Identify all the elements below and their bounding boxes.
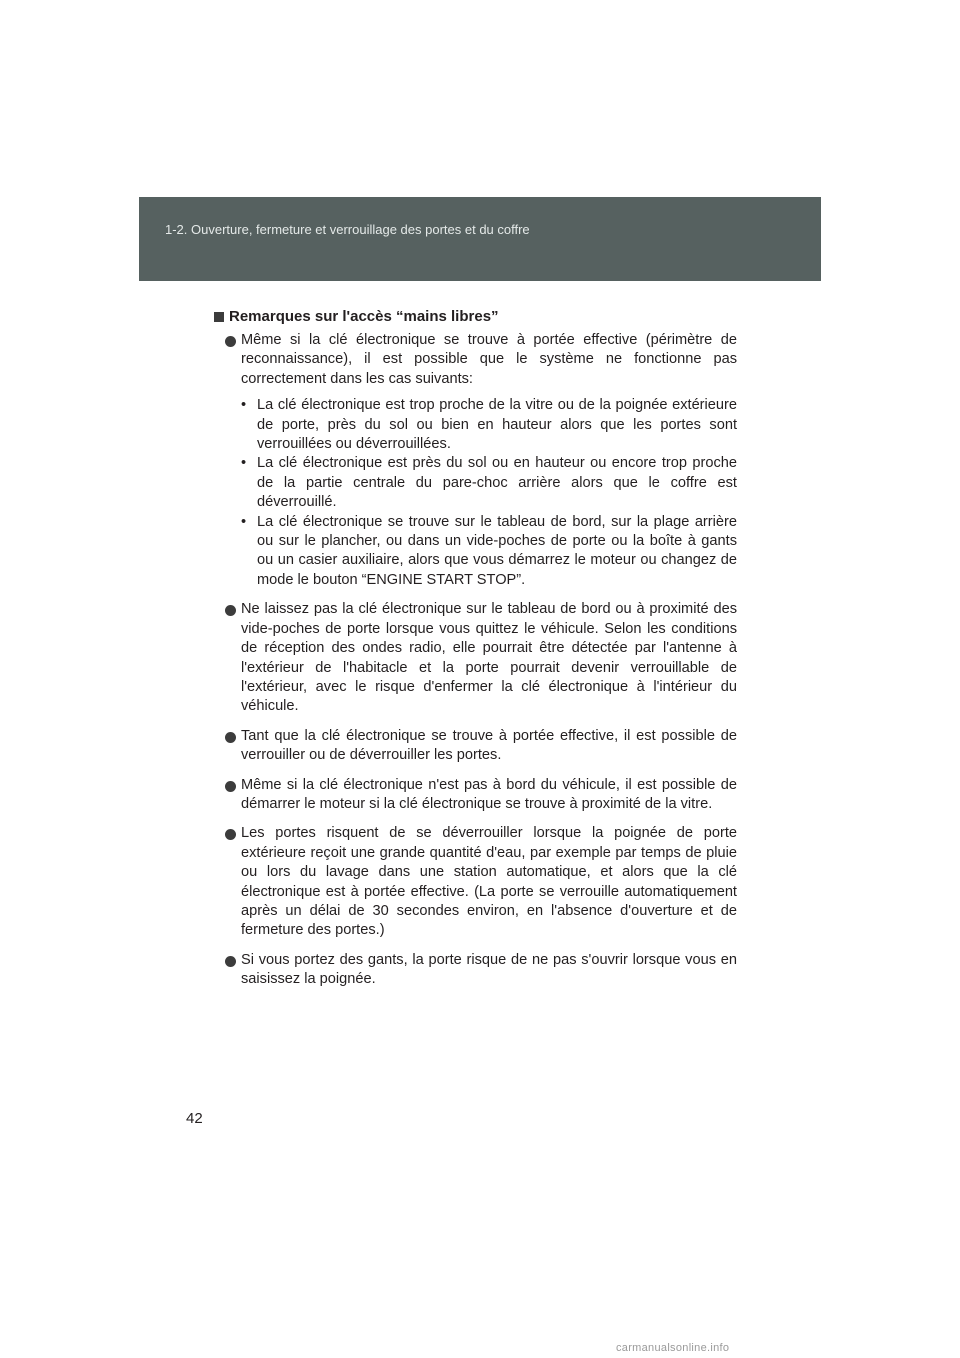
square-bullet-icon — [214, 312, 224, 322]
sub-list-item-text: La clé électronique est près du sol ou en hauteur ou encore trop proche de la partie centrale du pare-choc arrière alors que le coffre est déverrouillé. — [257, 455, 737, 511]
list-item-text: Si vous portez des gants, la porte risque de ne pas s'ouvrir lorsque vous en saisissez la poignée. — [241, 951, 737, 988]
list-item — [214, 776, 737, 815]
list-item — [214, 951, 737, 990]
sub-list-item — [241, 513, 737, 591]
section-heading — [214, 306, 737, 328]
page-number: 42 — [186, 1110, 203, 1127]
chapter-title: 1-2. Ouverture, fermeture et verrouillage des portes et du coffre — [165, 222, 530, 237]
circle-bullet-icon — [225, 732, 236, 743]
content — [214, 306, 737, 1000]
sub-list-item-text: La clé électronique se trouve sur le tableau de bord, sur la plage arrière ou sur le plancher, ou dans un vide-poches de porte ou la boîte à gants ou un casier auxiliaire, alors que vous démarrez le moteur ou changez de mode le bouton “ENGINE START STOP”. — [257, 513, 737, 588]
sub-list-item-text: La clé électronique est trop proche de la vitre ou de la poignée extérieure de porte, près du sol ou bien en hauteur alors que les portes sont verrouillées ou déverrouillées. — [257, 397, 737, 453]
list-item-text: Même si la clé électronique n'est pas à bord du véhicule, il est possible de démarrer le moteur si la clé électronique se trouve à proximité de la vitre. — [241, 776, 737, 812]
dot-bullet-icon: • — [241, 397, 247, 414]
list-item-text: Les portes risquent de se déverrouiller lorsque la poignée de porte extérieure reçoit une grande quantité d'eau, par exemple par temps de pluie ou lors du lavage dans une station automatique, et alors que la clé électronique est à portée effective. (La porte se verrouille automatiquement après un délai de 30 secondes environ, en l'absence d'ouverture et de fermeture des portes.) — [241, 825, 737, 939]
list-item-text: Ne laissez pas la clé électronique sur le tableau de bord ou à proximité des vide-poches de porte lorsque vous quittez le véhicule. Selon les conditions de réception des ondes radio, elle pourrait être détectée par l'antenne à l'extérieur de l'habitacle et la porte pourrait devenir verrouillable de l'extérieur, avec le risque d'enfermer la clé électronique à l'intérieur du véhicule. — [241, 601, 737, 715]
list-item — [214, 600, 737, 716]
sub-list-item — [241, 396, 737, 454]
list-item — [214, 824, 737, 940]
circle-bullet-icon — [225, 781, 236, 792]
list-item-text: Même si la clé électronique se trouve à portée effective (périmètre de reconnaissance), il est possible que le système ne fonctionne pas correctement dans les cas suivants: — [241, 332, 737, 387]
circle-bullet-icon — [225, 605, 236, 616]
list-item — [214, 331, 737, 590]
list-item — [214, 727, 737, 766]
circle-bullet-icon — [225, 956, 236, 967]
sub-list-item — [241, 454, 737, 512]
sub-list — [241, 396, 737, 590]
list-item-text: Tant que la clé électronique se trouve à portée effective, il est possible de verrouiller ou de déverrouiller les portes. — [241, 727, 737, 764]
section-heading-text: Remarques sur l'accès “mains libres” — [229, 308, 499, 325]
circle-bullet-icon — [225, 336, 236, 347]
circle-bullet-icon — [225, 829, 236, 840]
watermark: carmanualsonline.info — [616, 1342, 730, 1354]
dot-bullet-icon: • — [241, 455, 247, 472]
header-band — [139, 197, 821, 281]
dot-bullet-icon: • — [241, 513, 247, 530]
